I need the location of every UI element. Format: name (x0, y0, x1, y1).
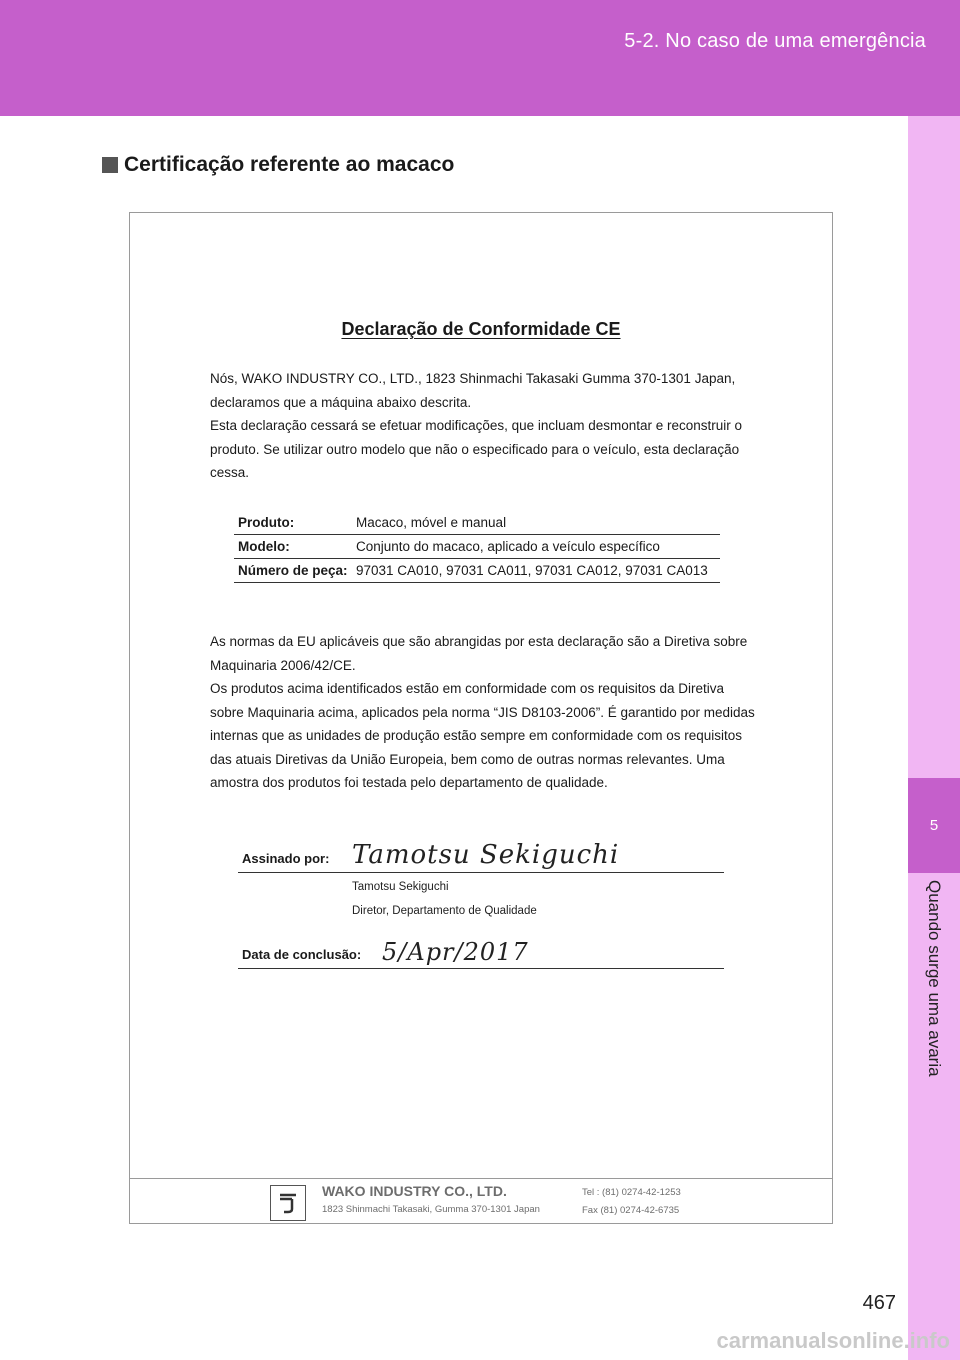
company-fax: Fax (81) 0274-42-6735 (582, 1205, 680, 1216)
handwritten-date: 5/Apr/2017 (382, 938, 529, 966)
section-heading (102, 153, 454, 177)
signer-info (352, 875, 537, 923)
date-label: Data de conclusão: (242, 947, 362, 962)
declaration-document (129, 212, 833, 1224)
signature-line (238, 832, 724, 873)
company-address: 1823 Shinmachi Takasaki, Gumma 370-1301 Japan (322, 1204, 540, 1215)
side-tab-chapter-title: Quando surge uma avaria (925, 880, 944, 1077)
side-tab-strip (908, 116, 960, 1360)
body-paragraphs (210, 630, 758, 795)
watermark: carmanualsonline.info (716, 1328, 950, 1353)
document-title: Declaração de Conformidade CE (341, 319, 621, 339)
table-row (234, 511, 720, 535)
intro-paragraph: Esta declaração cessará se efetuar modificações, que incluam desmontar e reconstruir o produto. Se utilizar outro modelo que não o especificado para o veículo, esta declaração cessa. (210, 418, 743, 480)
intro-paragraph: Nós, WAKO INDUSTRY CO., LTD., 1823 Shinmachi Takasaki Gumma 370-1301 Japan, declaramos que a máquina abaixo descrita. (210, 371, 736, 410)
spec-label: Número de peça: (234, 559, 352, 583)
spec-label: Modelo: (234, 535, 352, 559)
company-name: WAKO INDUSTRY CO., LTD. (322, 1183, 507, 1199)
side-tab-number: 5 (908, 778, 960, 873)
spec-value: Macaco, móvel e manual (352, 511, 720, 535)
header-band (0, 0, 960, 116)
date-line (238, 928, 724, 969)
chapter-title: 5-2. No caso de uma emergência (624, 30, 926, 52)
spec-value: Conjunto do macaco, aplicado a veículo específico (352, 535, 720, 559)
company-tel: Tel : (81) 0274-42-1253 (582, 1187, 681, 1198)
body-paragraph: As normas da EU aplicáveis que são abrangidas por esta declaração são a Diretiva sobre Maquinaria 2006/42/CE. (210, 634, 748, 673)
company-logo-icon (270, 1185, 306, 1221)
spec-label: Produto: (234, 511, 352, 535)
page-number: 467 (862, 1292, 896, 1314)
signer-title: Diretor, Departamento de Qualidade (352, 905, 537, 917)
signed-by-label: Assinado por: (242, 851, 330, 866)
product-spec-table (234, 511, 720, 583)
square-bullet-icon (102, 157, 118, 173)
section-heading-text: Certificação referente ao macaco (124, 153, 455, 176)
handwritten-signature: Tamotsu Sekiguchi (352, 840, 620, 870)
signer-name: Tamotsu Sekiguchi (352, 881, 449, 893)
company-footer (130, 1178, 832, 1223)
table-row (234, 535, 720, 559)
table-row (234, 559, 720, 583)
intro-paragraphs (210, 367, 770, 485)
spec-value: 97031 CA010, 97031 CA011, 97031 CA012, 97031 CA013 (352, 559, 720, 583)
body-paragraph: Os produtos acima identificados estão em conformidade com os requisitos da Diretiva sobre Maquinaria acima, aplicados pela norma “JIS D8103-2006”. É garantido por medidas internas que as unidades de produção estão sempre em conformidade com os requisitos das atuais Diretivas da União Europeia, bem como de outras normas relevantes. Uma amostra dos produtos foi testada pelo departamento de qualidade. (210, 681, 755, 790)
